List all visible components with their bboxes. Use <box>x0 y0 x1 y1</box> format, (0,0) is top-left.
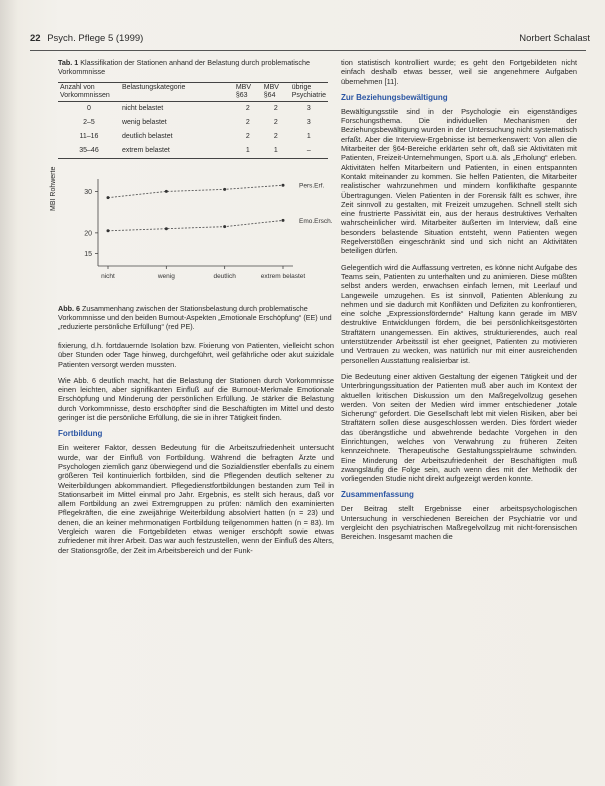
figure-caption-text: Zusammenhang zwischen der Stationsbelastung durch problematische Vorkommnisse und den beiden Burnout-Aspekten „Emotionale Erschöpfung“ (EE) und „reduzierte persönliche Erfüllung“ (red PE). <box>58 304 332 331</box>
paragraph: tion statistisch kontrolliert wurde; es geht den Fortgebildeten nicht einfach deshalb etwas besser, weil sie angenehmere Aufgaben übernehmen [11]. <box>341 58 577 86</box>
cell-mbv64: 2 <box>273 133 278 140</box>
running-header <box>30 33 590 47</box>
chart-x-tick-label: extrem belastet <box>260 273 306 280</box>
chart-series-line <box>108 220 283 230</box>
paragraph: Ein weiterer Faktor, dessen Bedeutung für die Arbeitszufriedenheit untersucht wurde, war der Einfluß von Fortbildung. Während die befragten Ärzte und Psychologen ziemlich ganz überwiegend und die Sozialdienstler ebenfalls zu einem größeren Teil kontinuierlich fortbilden, sind die Pflegenden deutlich seltener zu Weiterbildungen abkommandiert. Pflegedienstfortbildungen bestanden zum Teil in Stationsarbeit im Mittel einmal pro Jahr. Ergebnis, es stellt sich heraus, daß vor allem Fortbildung an zwei Extremgruppen zu prüfen: nämlich den examinierten Pflegekräften, die eine zweijährige Weiterbildung absolviert hatten (n = 23) und denen, die an keiner mehrmonatigen Fortbildung teilgenommen hatten (n = 83). Im Vergleich waren die Fortgebildeten etwas weniger erschöpft sowie etwas zufriedener mit ihrer Arbeit. Das war auch festzustellen, wenn der Einfluß des Alters, der Stationsgröße, der Zeit im Arbeitsbereich und der Funk- <box>58 443 334 555</box>
left-column <box>50 58 334 562</box>
col-header: übrige Psychiatrie <box>290 83 328 102</box>
table-row <box>58 116 328 130</box>
cell-mbv63: 2 <box>245 133 250 140</box>
chart-data-point <box>282 219 285 222</box>
figure-caption <box>58 304 334 331</box>
chart-series-label: Emo.Ersch. <box>299 217 333 225</box>
page-number: 22 <box>30 33 41 44</box>
header-rule <box>30 50 586 51</box>
chart-data-point <box>165 190 168 193</box>
chart-y-tick-label: 30 <box>84 188 92 196</box>
author-name: Norbert Schalast <box>519 33 590 44</box>
table-row <box>58 144 328 159</box>
paragraph: Wie Abb. 6 deutlich macht, hat die Belastung der Stationen durch Vorkommnisse einen leichten, aber signifikanten Einfluß auf die Burnout-Merkmale Emotionale Erschöpfung und Minderung der persönlichen Erfüllung. Je stärker die Belastung durch Vorkommnisse, desto erschöpfter sind die Beschäftigten im Mittel und desto geringer ist die persönliche Erfüllung, die sie in ihrer Tätigkeit finden. <box>58 375 334 423</box>
journal-reference: Psych. Pflege 5 (1999) <box>47 33 144 44</box>
table-caption-text: Klassifikation der Stationen anhand der Belastung durch problematische Vorkommnisse <box>58 58 310 76</box>
chart-x-tick-label: deutlich <box>213 273 236 280</box>
chart-y-tick-label: 15 <box>84 251 92 259</box>
chart-y-tick-label: 20 <box>84 230 92 238</box>
chart-data-point <box>223 225 226 228</box>
cell-other: – <box>290 144 328 159</box>
paragraph: Der Beitrag stellt Ergebnisse einer arbeitspsychologischen Untersuchung in verschiedenen Bereichen der Psychiatrie vor und vergleicht den psychiatrischen Maßregelvollzug mit nicht-forensischen Bereichen. Insgesamt machen die <box>341 504 577 542</box>
chart-series-line <box>108 185 283 197</box>
table-row <box>58 130 328 144</box>
chart-data-point <box>165 227 168 230</box>
chart-data-point <box>282 184 285 187</box>
cell-mbv64: 2 <box>273 119 278 126</box>
cell-mbv63: 2 <box>245 105 250 112</box>
cell-category: nicht belastet <box>121 105 164 112</box>
cell-mbv63: 2 <box>245 119 250 126</box>
right-column <box>341 58 577 549</box>
col-header: MBV §64 <box>262 83 290 102</box>
chart-data-point <box>107 196 110 199</box>
cell-other: 3 <box>306 119 311 126</box>
paragraph: Gelegentlich wird die Auffassung vertreten, es könne nicht Aufgabe des Teams sein, Patienten zu unterhalten und zu animieren. Diese müßten selbst anders werden, erwachsen einfach lernen, mit Leerlauf und Langeweile umzugehen. Es ist sinnvoll, Patienten Ablenkung zu nehmen und sie dadurch mit Konflikten und Defiziten zu konfrontieren, eine solche „Expressionsfördernde“ Haltung kann gerade im MBV destruktive Entwicklungen fördern, die bei persönlichkeitsgestörten Straftätern unangemessen. Ein aktives, strukturierendes, auch real unterstützender Arbeitsstil ist eher geeignet, Patienten zu motivieren und Vertrauen zu wecken, was natürlich nur mit einer ausreichenden personellen Ausstattung realisierbar ist. <box>341 262 577 365</box>
paragraph: Die Bedeutung einer aktiven Gestaltung der eigenen Tätigkeit und der Unterbringungssituation der Patienten muß aber auch im Kontext der aktuellen kritischen Diskussion um den Maßregelvollzug gesehen werden. Von seiten der Medien wird immer entschiedener „totale Sicherung“ gefordert. Die Gesellschaft lebt mit vielen Risiken, aber bei Straftätern sollen diese ausgeschlossen werden. Dies fördert wieder das überängstliche und abwehrende bedachte Vorgehen in den Einrichtungen, welches von Verwahrung zu früheren Zeiten kennzeichnete. Therapeutische Gestaltungsspielräume schwinden. Eine Minderung der Arbeitszufriedenheit der Beschäftigten muß zwangsläufig die Folge sein, auch wenn dies mit der Methodik der vorliegenden Studie nicht direkt aufgezeigt werden konnte. <box>341 371 577 484</box>
table-caption-label: Tab. 1 <box>58 58 79 67</box>
chart-y-axis-label: MBI Rohwerte <box>50 166 57 211</box>
cell-mbv63: 1 <box>234 144 262 159</box>
figure-caption-label: Abb. 6 <box>58 304 80 313</box>
chart-data-point <box>107 229 110 232</box>
classification-table <box>58 82 328 159</box>
col-header: Anzahl von Vorkommnissen <box>58 83 120 102</box>
section-heading: Zusammenfassung <box>341 490 414 500</box>
table-caption <box>58 58 334 76</box>
cell-range: 11–16 <box>79 133 99 140</box>
table-row <box>58 102 328 117</box>
chart-data-point <box>223 188 226 191</box>
section-heading: Fortbildung <box>58 429 103 439</box>
col-header: MBV §63 <box>234 83 262 102</box>
cell-category: wenig belastet <box>121 119 167 126</box>
col-header: Belastungskategorie <box>120 83 234 102</box>
cell-other: 3 <box>306 105 311 112</box>
paragraph: fixierung, d.h. fortdauernde Isolation bzw. Fixierung von Patienten, vielleicht schon über Stunden oder Tage hinweg, durchgeführt, weil gefährliche oder akut suizidale Patienten versorgt werden mussten. <box>58 341 334 369</box>
chart-x-tick-label: wenig <box>157 273 175 280</box>
cell-category: extrem belastet <box>120 144 234 159</box>
cell-other: 1 <box>306 133 311 140</box>
paragraph: Bewältigungsstile sind in der Psychologie ein eigenständiges Forschungsthema. Die individuellen Mechanismen der Beziehungsbewältigung wurden in der Untersuchung nicht systematisch erfaßt. Aber die Interview-Ergebnisse ist bemerkenswert: Von allen die Mitarbeiter der §64-Bereiche erklärten sehr oft, daß sie Aktivitäten mit Patienten, Freizeit-Unternehmungen, Sport u.ä. als „Erholung“ erleben. Aktivitäten helfen Mitarbeitern und Patienten, in einen entspannten Kontakt miteinander zu kommen. Sie helfen Patienten, die Mitarbeiter realistischer wahrzunehmen und mindern konflikthafte gespannte Übertragungen. Vielen Patienten in der Forensik fällt es schwer, ihre Zeit sinnvoll zu gestalten, mit Freizeit umzugehen. Schnell stellt sich eine frustrierte Passivität ein, aus der heraus destruktives Verhalten wahrscheinlicher wird. Mitarbeiter äußerten im Interview, daß eine besonders belastende Situation entsteht, wenn Patienten wegen Regelverstößen eingeschränkt sind und sich nicht an Aktivitäten beteiligen dürfen. <box>341 106 577 256</box>
cell-category: deutlich belastet <box>121 133 173 140</box>
cell-range: 35–46 <box>58 144 120 159</box>
section-heading: Zur Beziehungsbewältigung <box>341 92 448 102</box>
table-header-row <box>58 83 328 102</box>
chart-series-label: Pers.Erf. <box>299 182 325 190</box>
chart-svg <box>58 171 334 296</box>
cell-range: 2–5 <box>83 119 95 126</box>
cell-mbv64: 1 <box>262 144 290 159</box>
chart-x-tick-label: nicht <box>101 273 115 280</box>
cell-mbv64: 2 <box>273 105 278 112</box>
burnout-line-chart <box>50 166 334 296</box>
cell-range: 0 <box>87 105 91 112</box>
